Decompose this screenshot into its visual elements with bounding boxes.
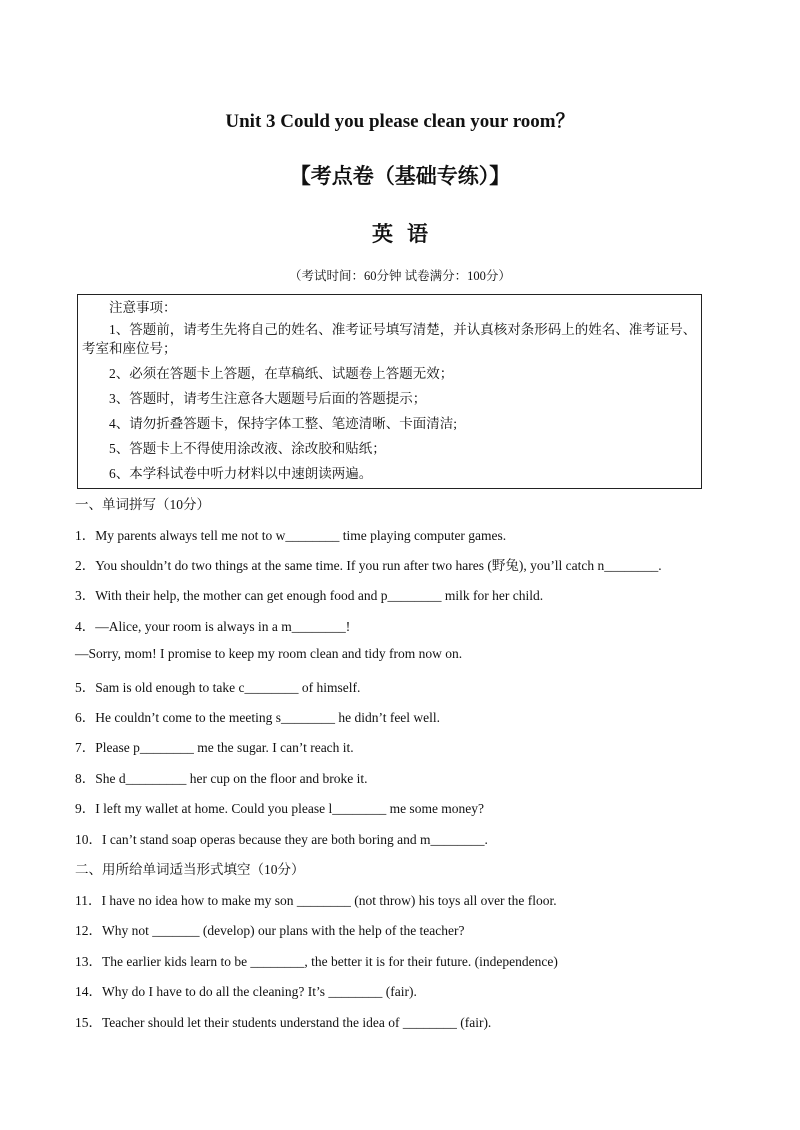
question-item: 1．My parents always tell me not to w________ time playing computer games.	[75, 528, 507, 543]
notice-item: 3、答题时，请考生注意各大题题号后面的答题提示；	[109, 391, 427, 406]
section-heading-word-forms: 二、用所给单词适当形式填空（10分）	[75, 862, 305, 877]
question-item: 13．The earlier kids learn to be ________, the better it is for their future. (independence)	[75, 954, 558, 969]
question-item: 5．Sam is old enough to take c________ of himself.	[75, 680, 361, 695]
question-item: 12．Why not _______ (develop) our plans with the help of the teacher?	[75, 923, 465, 938]
notice-item: 5、答题卡上不得使用涂改液、涂改胶和贴纸；	[109, 441, 386, 456]
question-item: 15．Teacher should let their students understand the idea of ________ (fair).	[75, 1015, 492, 1030]
page-title: Unit 3 Could you please clean your room？	[225, 111, 575, 132]
question-item: 9．I left my wallet at home. Could you please l________ me some money?	[75, 801, 485, 816]
question-item: 6．He couldn’t come to the meeting s________ he didn’t feel well.	[75, 710, 441, 725]
question-item: 4．—Alice, your room is always in a m________!	[75, 619, 351, 634]
question-item: 8．She d_________ her cup on the floor and broke it.	[75, 771, 368, 786]
subject-label: 英语	[372, 222, 442, 246]
notice-item: 4、请勿折叠答题卡，保持字体工整、笔迹清晰、卡面清洁;	[109, 416, 457, 431]
paper-subtitle: 【考点卷（基础专练）】	[289, 164, 511, 188]
notice-title: 注意事项：	[109, 300, 177, 315]
question-item: 14．Why do I have to do all the cleaning? It’s ________ (fair).	[75, 984, 417, 999]
notice-item: 2、必须在答题卡上答题，在草稿纸、试题卷上答题无效；	[109, 366, 454, 381]
question-item: 10．I can’t stand soap operas because they are both boring and m________.	[75, 832, 488, 847]
section-heading-spelling: 一、单词拼写（10分）	[75, 497, 210, 512]
question-item: 3．With their help, the mother can get enough food and p________ milk for her child.	[75, 588, 544, 603]
notice-item: 1、答题前，请考生先将自己的姓名、准考证号填写清楚，并认真核对条形码上的姓名、准考证号、考室和座位号；	[82, 322, 697, 356]
question-item: 11．I have no idea how to make my son ________ (not throw) his toys all over the floor.	[75, 893, 557, 908]
question-item: 2．You shouldn’t do two things at the same time. If you run after two hares (野兔), you’ll catch n________.	[75, 558, 662, 573]
notice-box	[77, 294, 702, 489]
exam-info: （考试时间：60分钟 试卷满分：100分）	[289, 269, 511, 283]
question-answer-line: —Sorry, mom! I promise to keep my room clean and tidy from now on.	[75, 646, 463, 661]
question-item: 7．Please p________ me the sugar. I can’t reach it.	[75, 740, 354, 755]
notice-item: 6、本学科试卷中听力材料以中速朗读两遍。	[109, 466, 373, 481]
